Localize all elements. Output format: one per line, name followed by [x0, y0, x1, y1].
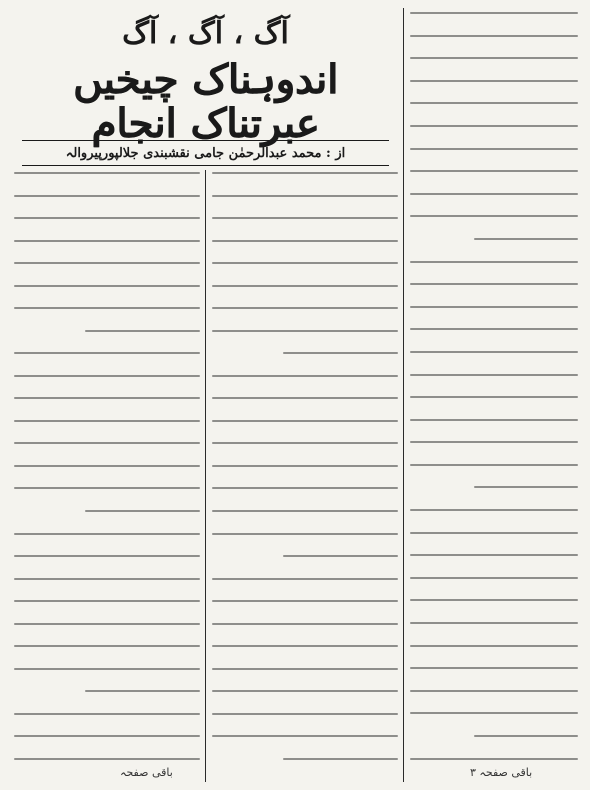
text-line-placeholder [85, 510, 200, 512]
text-line-placeholder [14, 713, 200, 715]
text-line-placeholder [212, 262, 398, 264]
text-line-placeholder [410, 532, 578, 534]
text-line-placeholder [410, 464, 578, 466]
text-line-placeholder [14, 307, 200, 309]
text-line-placeholder [212, 668, 398, 670]
text-line-placeholder [212, 510, 398, 512]
text-line-placeholder [410, 712, 578, 714]
text-line-placeholder [410, 622, 578, 624]
kicker-heading: آگ ، آگ ، آگ [122, 16, 289, 51]
text-line-placeholder [212, 330, 398, 332]
main-headline: اندوہناک چیخیں عبرتناک انجام [72, 56, 339, 147]
text-line-placeholder [410, 667, 578, 669]
text-line-placeholder [212, 533, 398, 535]
text-line-placeholder [283, 555, 398, 557]
text-line-placeholder [212, 172, 398, 174]
text-line-placeholder [410, 283, 578, 285]
text-line-placeholder [14, 555, 200, 557]
text-line-placeholder [410, 645, 578, 647]
text-line-placeholder [14, 758, 200, 760]
text-line-placeholder [14, 240, 200, 242]
text-line-placeholder [410, 261, 578, 263]
column-divider-left [205, 170, 206, 782]
text-line-placeholder [410, 328, 578, 330]
text-line-placeholder [14, 533, 200, 535]
text-line-placeholder [212, 623, 398, 625]
text-line-placeholder [14, 172, 200, 174]
text-line-placeholder [410, 599, 578, 601]
text-line-placeholder [410, 80, 578, 82]
text-line-placeholder [14, 735, 200, 737]
text-line-placeholder [474, 735, 578, 737]
byline [22, 140, 389, 166]
text-line-placeholder [410, 57, 578, 59]
text-line-placeholder [14, 600, 200, 602]
text-line-placeholder [212, 690, 398, 692]
text-line-placeholder [212, 240, 398, 242]
continuation-mark-right: باقی صفحہ ۳ [470, 766, 533, 779]
text-line-placeholder [212, 487, 398, 489]
text-line-placeholder [474, 486, 578, 488]
text-line-placeholder [212, 600, 398, 602]
text-line-placeholder [14, 285, 200, 287]
text-line-placeholder [283, 352, 398, 354]
text-line-placeholder [410, 441, 578, 443]
text-line-placeholder [14, 352, 200, 354]
text-line-placeholder [410, 419, 578, 421]
text-line-placeholder [410, 509, 578, 511]
text-line-placeholder [410, 758, 578, 760]
column-divider-right [403, 8, 404, 782]
text-line-placeholder [410, 396, 578, 398]
text-line-placeholder [85, 690, 200, 692]
text-column-right [410, 12, 578, 760]
text-line-placeholder [14, 623, 200, 625]
text-line-placeholder [14, 578, 200, 580]
text-column-left [14, 172, 200, 760]
text-line-placeholder [14, 375, 200, 377]
text-line-placeholder [410, 125, 578, 127]
text-line-placeholder [85, 330, 200, 332]
text-line-placeholder [410, 193, 578, 195]
text-line-placeholder [283, 758, 398, 760]
text-line-placeholder [410, 170, 578, 172]
text-line-placeholder [410, 374, 578, 376]
text-line-placeholder [14, 217, 200, 219]
text-line-placeholder [14, 262, 200, 264]
text-line-placeholder [212, 397, 398, 399]
text-line-placeholder [410, 102, 578, 104]
text-line-placeholder [474, 238, 578, 240]
text-line-placeholder [14, 195, 200, 197]
text-line-placeholder [14, 465, 200, 467]
continuation-mark-left: باقی صفحہ [120, 766, 173, 779]
text-line-placeholder [14, 668, 200, 670]
text-line-placeholder [410, 148, 578, 150]
text-line-placeholder [212, 578, 398, 580]
text-line-placeholder [212, 307, 398, 309]
text-line-placeholder [212, 465, 398, 467]
text-line-placeholder [410, 12, 578, 14]
text-line-placeholder [212, 442, 398, 444]
text-line-placeholder [410, 215, 578, 217]
text-line-placeholder [212, 285, 398, 287]
byline-text: از : محمد عبدالرحمٰن جامی نقشبندی جلالپورپیروالہ [65, 145, 346, 161]
text-column-middle [212, 172, 398, 760]
text-line-placeholder [14, 397, 200, 399]
text-line-placeholder [212, 195, 398, 197]
text-line-placeholder [212, 735, 398, 737]
text-line-placeholder [14, 442, 200, 444]
text-line-placeholder [212, 713, 398, 715]
text-line-placeholder [212, 217, 398, 219]
text-line-placeholder [14, 645, 200, 647]
text-line-placeholder [212, 375, 398, 377]
text-line-placeholder [410, 690, 578, 692]
text-line-placeholder [410, 35, 578, 37]
text-line-placeholder [410, 554, 578, 556]
text-line-placeholder [212, 645, 398, 647]
text-line-placeholder [212, 420, 398, 422]
text-line-placeholder [14, 487, 200, 489]
text-line-placeholder [410, 577, 578, 579]
article-header [12, 12, 399, 162]
text-line-placeholder [410, 306, 578, 308]
text-line-placeholder [14, 420, 200, 422]
text-line-placeholder [410, 351, 578, 353]
